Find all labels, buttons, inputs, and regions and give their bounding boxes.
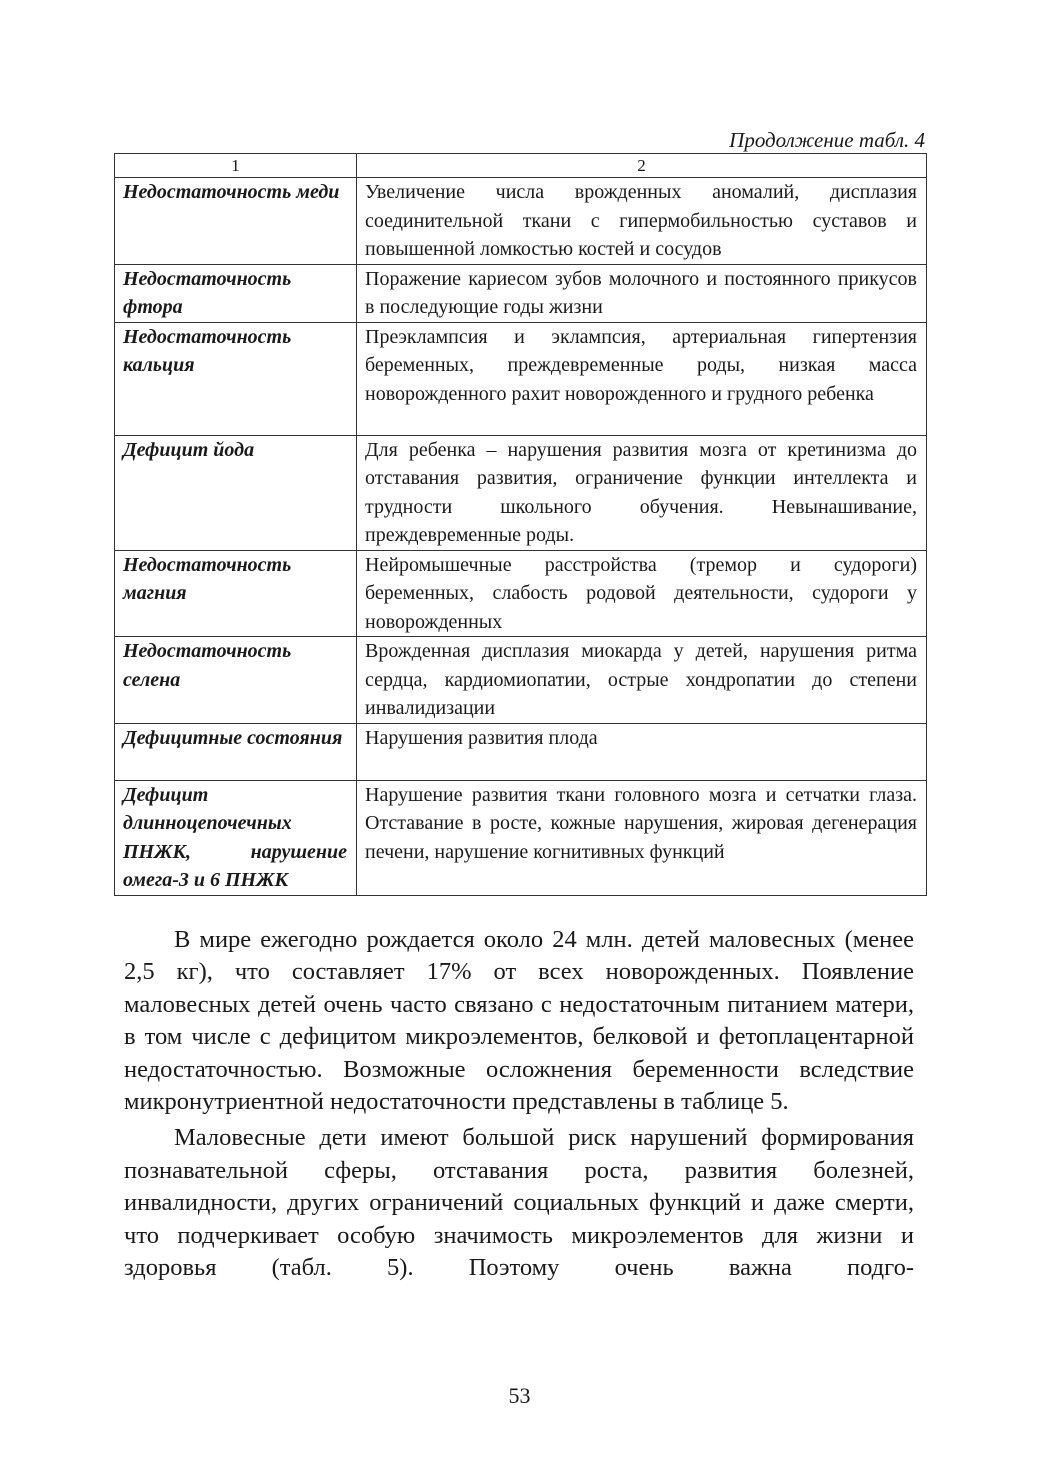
table-row [115, 637, 927, 724]
body-text [124, 924, 914, 1288]
table-header-row [115, 154, 927, 178]
deficiency-effects: Нейромышечные расстройства (тремор и судороги) беременных, слабость родовой деятельности, судороги у новорожденных [357, 550, 927, 637]
table-row [115, 178, 927, 265]
table-row [115, 550, 927, 637]
deficiency-name: Недостаточность селена [115, 637, 357, 724]
page-number: 53 [508, 1383, 531, 1408]
deficiency-effects: Нарушения развития плода [357, 723, 927, 780]
table-row [115, 322, 927, 435]
deficiency-table [114, 153, 927, 896]
column-header-1: 1 [115, 154, 357, 178]
deficiency-name: Недостаточность магния [115, 550, 357, 637]
table-row [115, 723, 927, 780]
deficiency-effects: Преэклампсия и эклампсия, артериальная гипертензия беременных, преждевременные роды, низкая масса новорожденного рахит новорожденного и грудного ребенка [357, 322, 927, 435]
deficiency-effects: Увеличение числа врожденных аномалий, дисплазия соединительной ткани с гипермобильностью суставов и повышенной ломкостью костей и сосудов [357, 178, 927, 265]
deficiency-effects: Для ребенка – нарушения развития мозга от кретинизма до отставания развития, ограничение функции интеллекта и трудности школьного обучения. Невынашивание, преждевременные роды. [357, 435, 927, 550]
paragraph: В мире ежегодно рождается около 24 млн. детей маловесных (менее 2,5 кг), что составляет 17% от всех новорожденных. Появление маловесных детей очень часто связано с недостаточным питанием матери, в том числе с дефицитом микроэлементов, белковой и фетоплацентарной недостаточностью. Возможные осложнения беременности вследствие микронутриентной недостаточности представлены в таблице 5. [124, 926, 914, 1116]
deficiency-name: Недостаточность кальция [115, 322, 357, 435]
deficiency-effects: Нарушение развития ткани головного мозга и сетчатки глаза. Отставание в росте, кожные нарушения, жировая дегенерация печени, нарушение когнитивных функций [357, 780, 927, 895]
deficiency-name: Недостаточность меди [115, 178, 357, 265]
deficiency-name: Дефицит длинноцепочечных ПНЖК, нарушение омега-3 и 6 ПНЖК [115, 780, 357, 895]
deficiency-name: Дефицитные состояния [115, 723, 357, 780]
paragraph: Маловесные дети имеют большой риск нарушений формирования познавательной сферы, отставания роста, развития болезней, инвалидности, других ограничений социальных функций и даже смерти, что подчеркивает особую значимость микроэлементов для жизни и здоровья (табл. 5). Поэтому очень важна подго- [124, 1124, 914, 1282]
deficiency-name: Недостаточность фтора [115, 264, 357, 322]
deficiency-effects: Врожденная дисплазия миокарда у детей, нарушения ритма сердца, кардиомиопатии, острые хондропатии до степени инвалидизации [357, 637, 927, 724]
table-row [115, 435, 927, 550]
deficiency-name: Дефицит йода [115, 435, 357, 550]
table-caption: Продолжение табл. 4 [729, 128, 925, 152]
column-header-2: 2 [357, 154, 927, 178]
table-row [115, 264, 927, 322]
deficiency-effects: Поражение кариесом зубов молочного и постоянного прикусов в последующие годы жизни [357, 264, 927, 322]
table-row [115, 780, 927, 895]
